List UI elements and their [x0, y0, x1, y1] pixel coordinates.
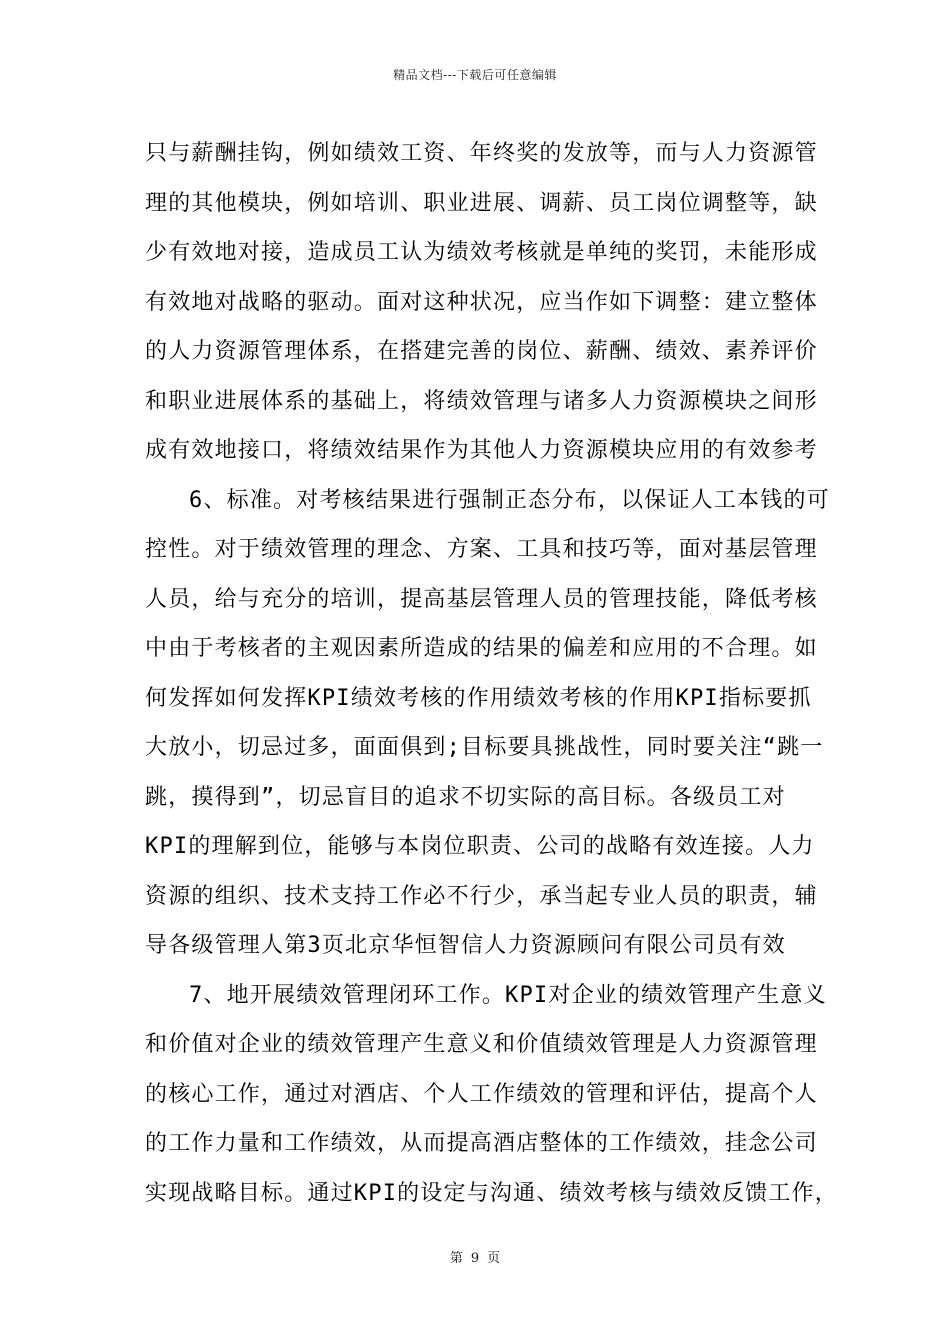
text-line: 少有效地对接，造成员工认为绩效考核就是单纯的奖罚，未能形成 — [145, 240, 818, 265]
text-line: 何发挥如何发挥KPI绩效考核的作用绩效考核的作用KPI指标要抓 — [145, 685, 812, 711]
text-line: 大放小，切忌过多，面面俱到;目标要具挑战性，同时要关注“跳一 — [145, 735, 824, 760]
text-line: 和价值对企业的绩效管理产生意义和价值绩效管理是人力资源管理 — [145, 1032, 818, 1057]
page-suffix: 页 — [487, 1251, 501, 1266]
text-line: 成有效地接口，将绩效结果作为其他人力资源模块应用的有效参考 — [145, 438, 818, 463]
text-line: 资源的组织、技术支持工作必不行少，承当起专业人员的职责，辅 — [145, 883, 818, 909]
page-number: 9 — [470, 1251, 480, 1266]
document-body — [145, 129, 838, 1218]
text-line: 人员，给与充分的培训，提高基层管理人员的管理技能，降低考核 — [145, 586, 818, 612]
text-line: 控性。对于绩效管理的理念、方案、工具和技巧等，面对基层管理 — [145, 537, 818, 562]
text-line: 导各级管理人第3页北京华恒智信人力资源顾问有限公司员有效 — [145, 933, 786, 958]
paragraph-3 — [145, 971, 838, 1219]
text-line: 中由于考核者的主观因素所造成的结果的偏差和应用的不合理。如 — [145, 636, 818, 661]
text-line: 有效地对战略的驱动。面对这种状况，应当作如下调整：建立整体 — [145, 289, 818, 315]
text-line: 实现战略目标。通过KPI的设定与沟通、绩效考核与绩效反馈工作， — [145, 1180, 838, 1206]
text-line: 的核心工作，通过对酒店、个人工作绩效的管理和评估，提高个人 — [145, 1081, 818, 1107]
page-header: 精品文档---下载后可任意编辑 — [393, 68, 557, 82]
text-line: 理的其他模块，例如培训、职业进展、调薪、员工岗位调整等，缺 — [145, 190, 818, 216]
text-line: 跳，摸得到”，切忌盲目的追求不切实际的高目标。各级员工对 — [145, 784, 786, 810]
page-prefix: 第 — [449, 1251, 463, 1266]
text-line: 和职业进展体系的基础上，将绩效管理与诸多人力资源模块之间形 — [145, 388, 818, 414]
text-line: 只与薪酬挂钩，例如绩效工资、年终奖的发放等，而与人力资源管 — [145, 141, 818, 166]
text-line: 7、地开展绩效管理闭环工作。KPI对企业的绩效管理产生意义 — [189, 982, 827, 1008]
text-line: 6、标准。对考核结果进行强制正态分布，以保证人工本钱的可 — [189, 487, 830, 513]
text-line: 的工作力量和工作绩效，从而提高酒店整体的工作绩效，挂念公司 — [145, 1131, 818, 1156]
page-footer — [0, 1247, 950, 1266]
text-line: 的人力资源管理体系，在搭建完善的岗位、薪酬、绩效、素养评价 — [145, 339, 818, 364]
paragraph-2 — [145, 476, 830, 971]
text-line: KPI的理解到位，能够与本岗位职责、公司的战略有效连接。人力 — [145, 834, 815, 859]
paragraph-1 — [145, 129, 818, 476]
